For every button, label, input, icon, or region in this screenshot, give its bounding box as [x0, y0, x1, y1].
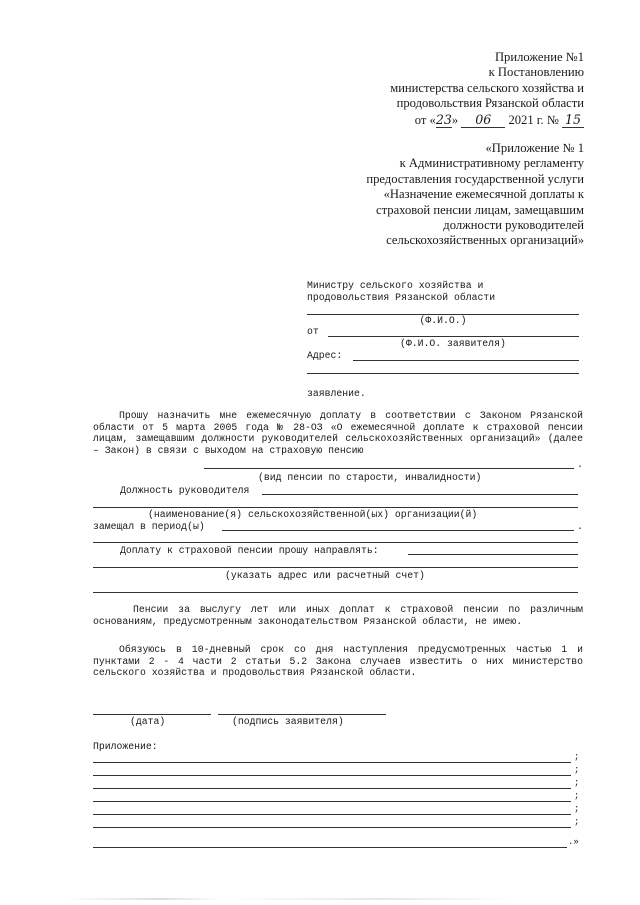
position-line[interactable] — [262, 494, 578, 495]
approval-month: 06 — [461, 112, 505, 128]
approval-day: 23 — [435, 111, 452, 127]
approval-line-3: министерства сельского хозяйства и — [390, 80, 584, 95]
attachments-label: Приложение: — [93, 741, 158, 752]
signature-caption: (подпись заявителя) — [232, 716, 344, 727]
payment-line-3[interactable] — [93, 592, 578, 593]
attachment-line[interactable] — [93, 775, 571, 776]
attachment-semicolon: ; — [574, 791, 580, 801]
payment-label: Доплату к страховой пенсии прошу направлять: — [120, 545, 379, 556]
account-caption: (указать адрес или расчетный счет) — [225, 570, 425, 581]
attachment-semicolon: ; — [574, 778, 580, 788]
address-line-2[interactable] — [307, 373, 579, 374]
obligation-paragraph: Обязуюсь в 10-дневный срок со дня наступления предусмотренных частью 1 и пунктами 2 - 4 части 2 статьи 5.2 Закона случаев известить о них министерство сельского хозяйства и продовольствия Рязанской области. — [93, 644, 583, 679]
date-line[interactable] — [93, 714, 211, 715]
period-line[interactable] — [222, 530, 574, 531]
applicant-caption: (Ф.И.О. заявителя) — [400, 338, 506, 349]
regulation-line-5: страховой пенсии лицам, замещавшим — [376, 202, 584, 217]
signature-line[interactable] — [218, 714, 386, 715]
attachment-semicolon: ; — [574, 765, 580, 775]
regulation-header — [300, 141, 584, 249]
attachment-line[interactable] — [93, 814, 571, 815]
attachment-line[interactable] — [93, 762, 571, 763]
payment-line-2[interactable] — [93, 567, 578, 568]
scan-edge — [0, 898, 640, 900]
attachment-line[interactable] — [93, 801, 571, 802]
date-caption: (дата) — [130, 716, 166, 727]
document-title: заявление. — [307, 388, 366, 399]
attachment-line[interactable] — [93, 788, 571, 789]
regulation-line-2: к Административному регламенту — [399, 156, 584, 171]
regulation-line-6: должности руководителей — [443, 218, 584, 233]
position-line-2[interactable] — [93, 507, 578, 508]
approval-header — [320, 50, 584, 128]
pension-caption: (вид пенсии по старости, инвалидности) — [258, 472, 482, 483]
approval-date-line: от «23» 06 2021 г. № 15 — [320, 112, 584, 128]
attachment-semicolon: ; — [574, 804, 580, 814]
from-label: от — [307, 326, 319, 337]
addressee-line-2: продовольствия Рязанской области — [307, 292, 496, 303]
approval-line-2: к Постановлению — [488, 65, 584, 80]
address-line-1[interactable] — [353, 360, 579, 361]
regulation-line-1: «Приложение № 1 — [485, 141, 584, 155]
position-label: Должность руководителя — [120, 485, 250, 496]
regulation-line-3: предоставления государственной услуги — [366, 171, 584, 186]
approval-line-1: Приложение №1 — [494, 50, 584, 64]
period-mark: . — [577, 459, 583, 470]
approval-number: 15 — [562, 112, 584, 128]
address-label: Адрес: — [307, 350, 343, 361]
period-end-mark: . — [577, 521, 583, 532]
attachment-semicolon: ; — [574, 817, 580, 827]
addressee-line-1: Министру сельского хозяйства и — [307, 280, 484, 291]
org-caption: (наименование(я) сельскохозяйственной(ых) организации(й) — [148, 509, 478, 520]
attachment-line[interactable] — [93, 847, 567, 848]
pension-type-line[interactable] — [204, 468, 574, 469]
period-line-2[interactable] — [93, 542, 578, 543]
regulation-line-7: сельскохозяйственных организаций» — [386, 233, 584, 248]
no-pension-paragraph: Пенсии за выслугу лет или иных доплат к страховой пенсии по различным основаниям, предусмотренным законодательством Рязанской области, не имею. — [93, 604, 583, 627]
attachment-line[interactable] — [93, 827, 571, 828]
applicant-name-line[interactable] — [328, 336, 579, 337]
approval-line-4: продовольствия Рязанской области — [396, 96, 584, 111]
period-label: замещал в период(ы) — [93, 521, 205, 532]
request-paragraph: Прошу назначить мне ежемесячную доплату в соответствии с Законом Рязанской области от 5 марта 2005 года № 28-ОЗ «О ежемесячной доплате к страховой пенсии лицам, замещавшим должности руководителей сельскохозяйственных организаций» (далее – Закон) в связи с выходом на страховую пенсию — [93, 410, 583, 457]
regulation-line-4: «Назначение ежемесячной доплаты к — [383, 187, 584, 202]
fio-caption: (Ф.И.О.) — [419, 315, 467, 326]
attachment-end-mark: .» — [568, 837, 579, 847]
payment-line[interactable] — [408, 554, 578, 555]
attachment-semicolon: ; — [574, 752, 580, 762]
